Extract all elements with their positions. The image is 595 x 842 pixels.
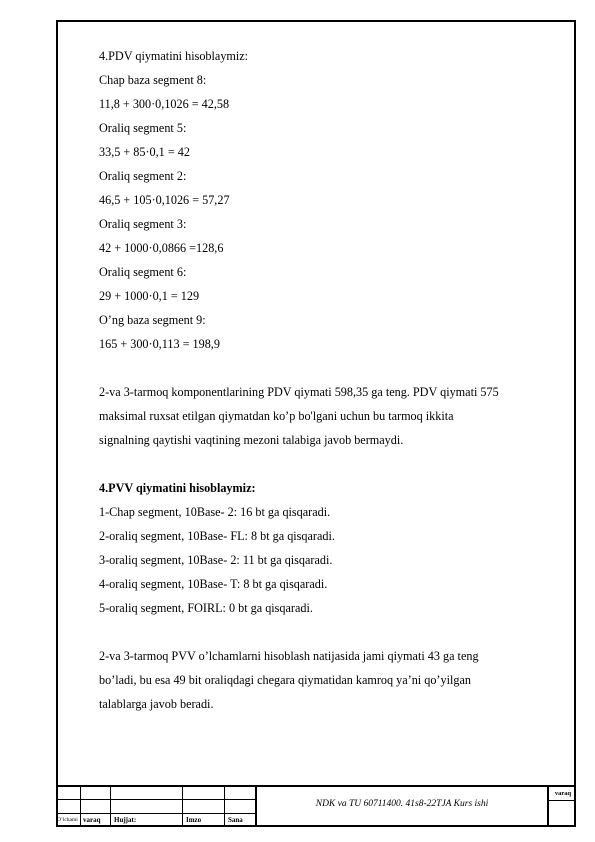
title-block-top-border bbox=[56, 785, 576, 787]
hujjat-label: Hujjat: bbox=[114, 816, 137, 824]
grid-line bbox=[110, 785, 111, 827]
blank-line bbox=[99, 356, 569, 380]
pvv-segment-line: 4-oraliq segment, 10Base- T: 8 bt ga qisqaradi. bbox=[99, 577, 328, 591]
pvv-conclusion-line: bo’ladi, bu esa 49 bit oraliqdagi chegara qiymatidan kamroq ya’ni qo’yilgan bbox=[99, 673, 471, 687]
text-line: O’ng baza segment 9: bbox=[99, 313, 206, 327]
pdv-heading: 4.PDV qiymatini hisoblaymiz: bbox=[99, 49, 249, 63]
blank-line bbox=[99, 452, 569, 476]
document-body bbox=[99, 44, 569, 716]
sheet-label: varaq bbox=[554, 790, 572, 797]
grid-line bbox=[224, 785, 225, 827]
pvv-segment-line: 1-Chap segment, 10Base- 2: 16 bt ga qisqaradi. bbox=[99, 505, 331, 519]
document-code: NDK va TU 60711400. 41s8-22TJA Kurs ishi bbox=[315, 799, 489, 809]
pdv-conclusion-line: maksimal ruxsat etilgan qiymatdan ko’p bo'lgani uchun bu tarmoq ikkita bbox=[99, 409, 454, 423]
text-line: Oraliq segment 5: bbox=[99, 121, 187, 135]
grid-line bbox=[56, 799, 256, 800]
grid-line bbox=[80, 785, 81, 827]
grid-line bbox=[182, 785, 183, 827]
text-line: Oraliq segment 2: bbox=[99, 169, 187, 183]
formula-line: 33,5 + 85·0,1 = 42 bbox=[99, 145, 190, 159]
pvv-segment-line: 5-oraliq segment, FOIRL: 0 bt ga qisqaradi. bbox=[99, 601, 313, 615]
formula-line: 29 + 1000·0,1 = 129 bbox=[99, 289, 200, 303]
pvv-conclusion-line: 2-va 3-tarmoq PVV o’lchamlarni hisoblash natijasida jami qiymati 43 ga teng bbox=[99, 649, 479, 663]
varaq-label: varaq bbox=[83, 816, 101, 824]
formula-line: 42 + 1000·0,0866 =128,6 bbox=[99, 241, 224, 255]
grid-line bbox=[548, 800, 576, 801]
text-line: Chap baza segment 8: bbox=[99, 73, 207, 87]
grid-line bbox=[56, 813, 256, 814]
pvv-heading: 4.PVV qiymatini hisoblaymiz: bbox=[99, 481, 256, 495]
olchami-label: O’lchami bbox=[57, 817, 78, 823]
formula-line: 11,8 + 300·0,1026 = 42,58 bbox=[99, 97, 230, 111]
pvv-conclusion-line: talablarga javob beradi. bbox=[99, 697, 214, 711]
imzo-label: Imzo bbox=[186, 816, 202, 824]
sana-label: Sana bbox=[228, 816, 243, 824]
pvv-segment-line: 3-oraliq segment, 10Base- 2: 11 bt ga qisqaradi. bbox=[99, 553, 333, 567]
blank-line bbox=[99, 620, 569, 644]
pvv-segment-line: 2-oraliq segment, 10Base- FL: 8 bt ga qisqaradi. bbox=[99, 529, 335, 543]
text-line: Oraliq segment 6: bbox=[99, 265, 187, 279]
text-line: Oraliq segment 3: bbox=[99, 217, 187, 231]
formula-line: 165 + 300·0,113 = 198,9 bbox=[99, 337, 220, 351]
pdv-conclusion-line: 2-va 3-tarmoq komponentlarining PDV qiymati 598,35 ga teng. PDV qiymati 575 bbox=[99, 385, 499, 399]
formula-line: 46,5 + 105·0,1026 = 57,27 bbox=[99, 193, 230, 207]
pdv-conclusion-line: signalning qaytishi vaqtining mezoni talabiga javob bermaydi. bbox=[99, 433, 404, 447]
title-block bbox=[56, 785, 576, 827]
